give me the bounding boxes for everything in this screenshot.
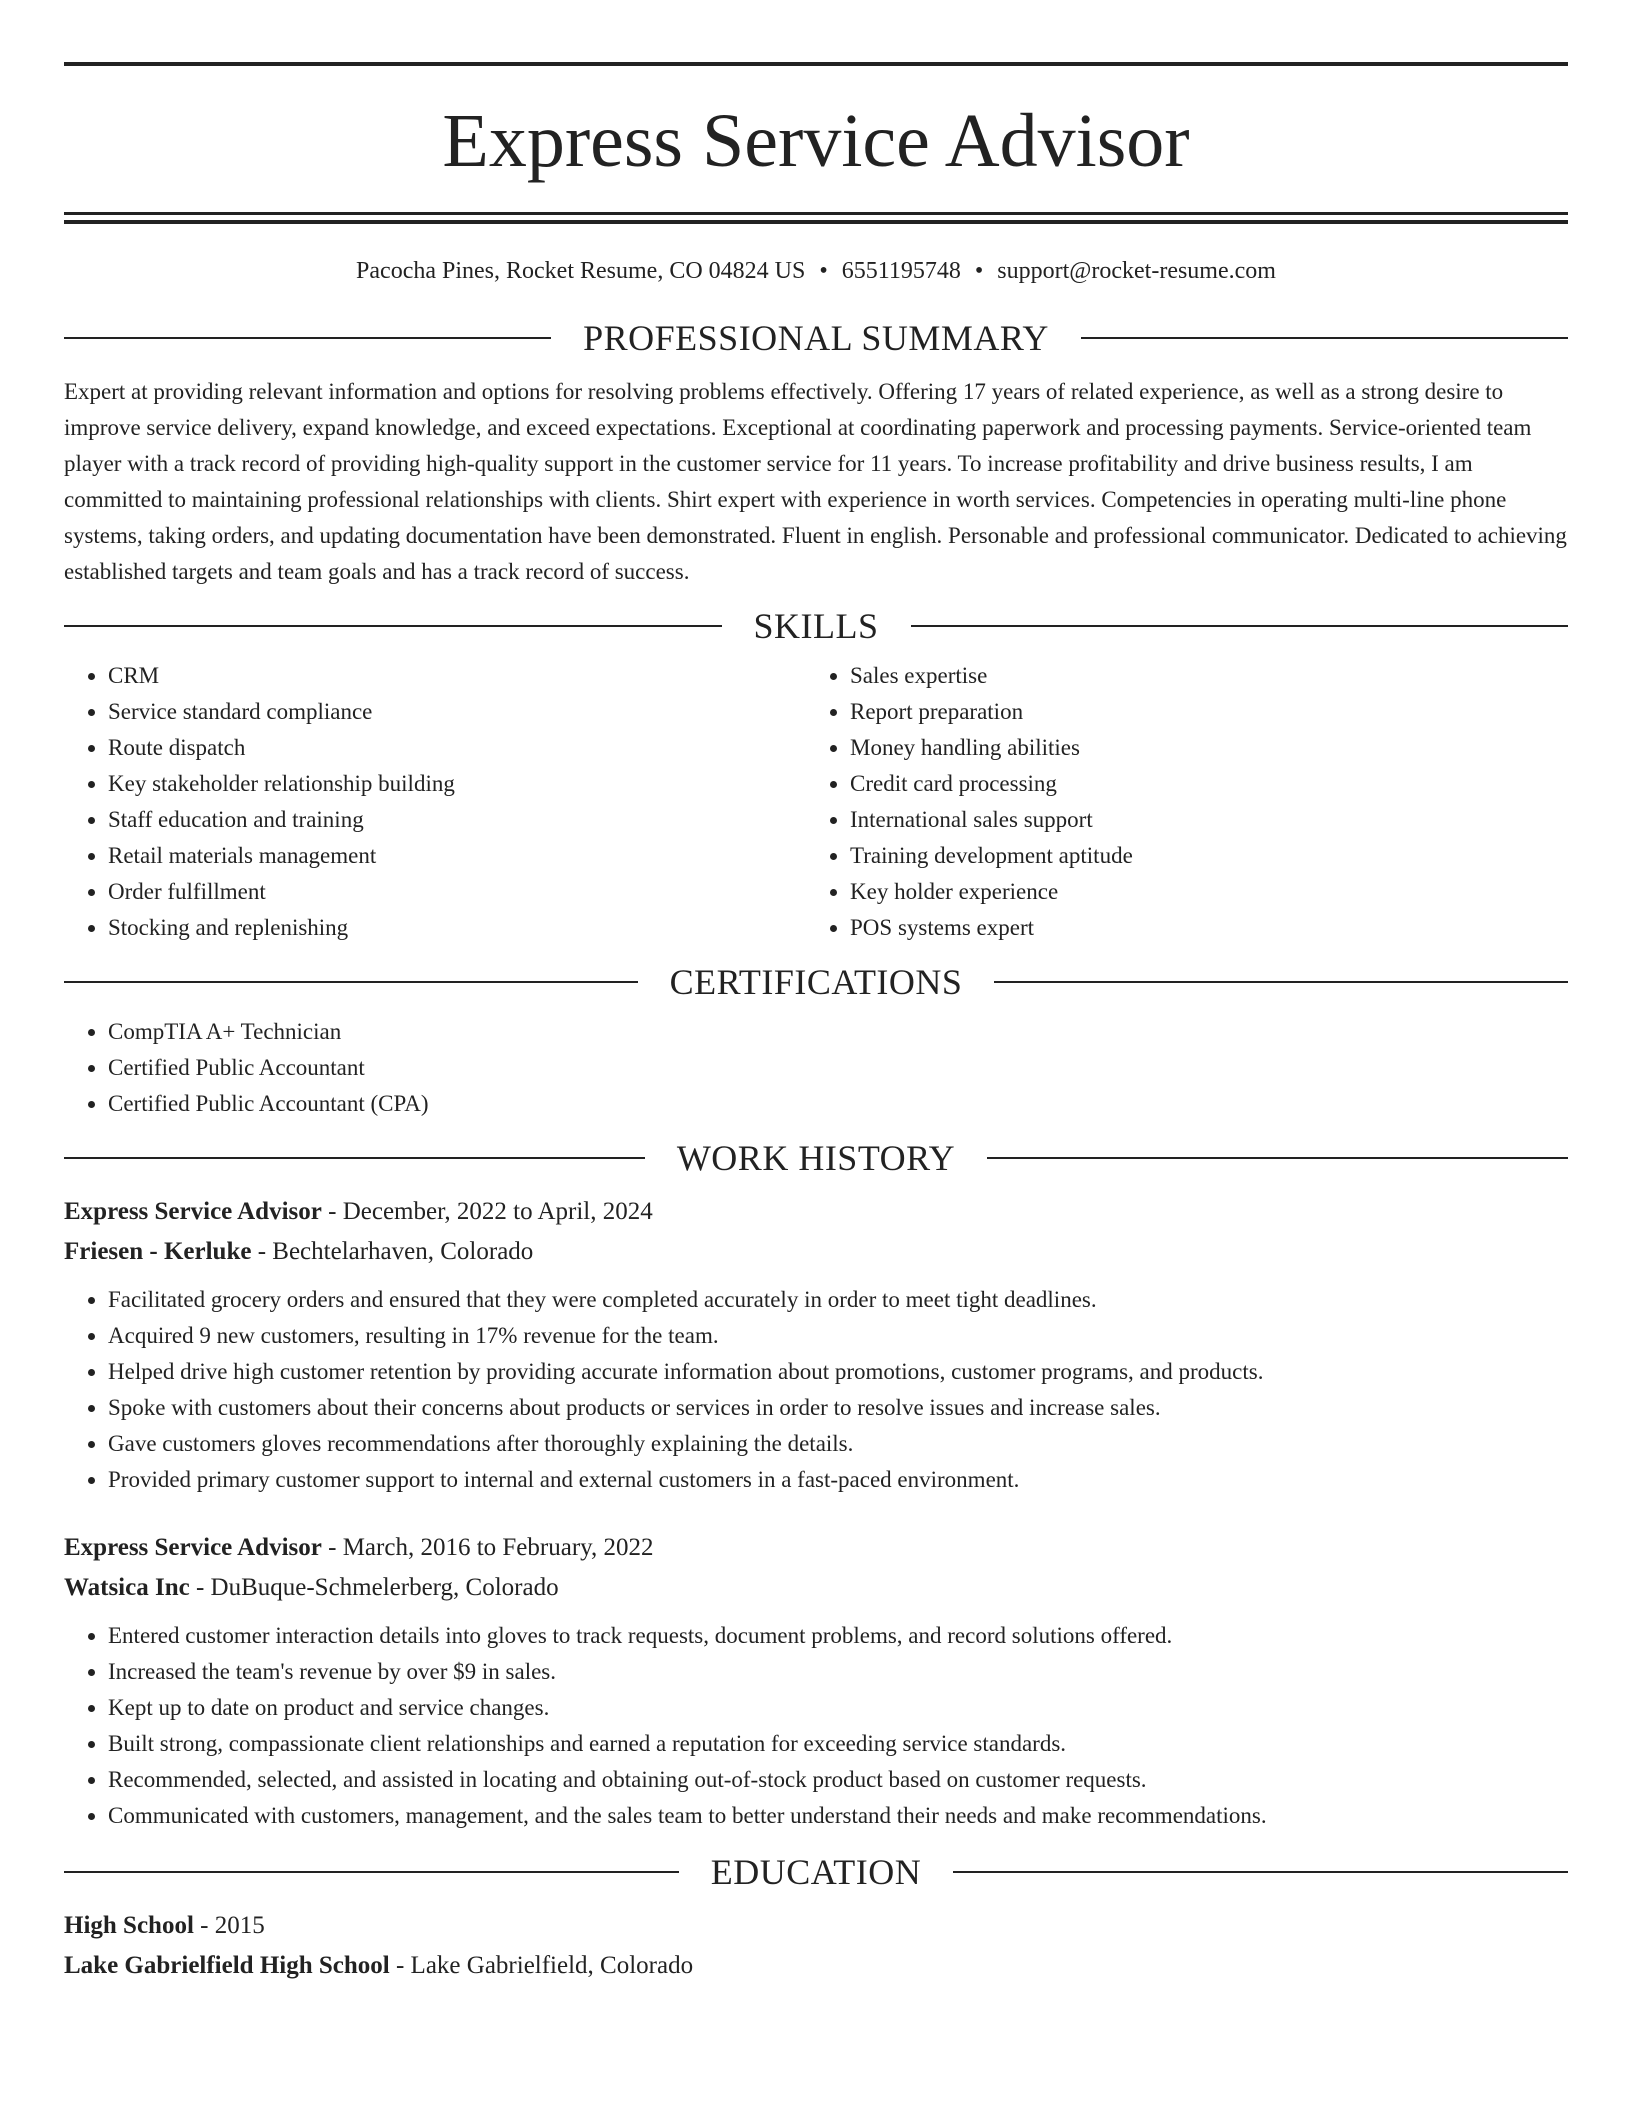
certifications-list — [64, 1014, 1568, 1122]
job-dates: - December, 2022 to April, 2024 — [321, 1198, 653, 1225]
work-section-heading — [64, 1134, 1568, 1182]
certifications-section-heading — [64, 958, 1568, 1006]
job-bullet: • Increased the team's revenue by over $9 in sales. — [108, 1654, 1568, 1690]
skills-right-column — [806, 658, 1548, 946]
job-bullet: • Gave customers gloves recommendations after thoroughly explaining the details. — [108, 1426, 1568, 1462]
skill-item: • Stocking and replenishing — [108, 910, 806, 946]
heading-rule-left — [64, 337, 551, 339]
education-school: Lake Gabrielfield High School — [64, 1952, 390, 1979]
job-bullet: • Acquired 9 new customers, resulting in 17% revenue for the team. — [108, 1318, 1568, 1354]
heading-rule-left — [64, 981, 638, 983]
contact-phone: 6551195748 — [841, 258, 961, 284]
job-location: - Bechtelarhaven, Colorado — [251, 1238, 534, 1265]
skills-left-column — [64, 658, 806, 946]
education-degree-line — [64, 1906, 1568, 1946]
job-bullet: • Facilitated grocery orders and ensured that they were completed accurately in order to meet tight deadlines. — [108, 1282, 1568, 1318]
job-entry — [64, 1192, 1568, 1498]
skills-left-list — [64, 658, 806, 946]
summary-heading: PROFESSIONAL SUMMARY — [583, 318, 1049, 358]
candidate-name: Express Service Advisor — [442, 99, 1190, 183]
skill-item: • Order fulfillment — [108, 874, 806, 910]
certifications-heading: CERTIFICATIONS — [669, 962, 963, 1002]
education-section-heading — [64, 1848, 1568, 1896]
education-location: - Lake Gabrielfield, Colorado — [389, 1952, 694, 1979]
certification-item: • CompTIA A+ Technician — [108, 1014, 1568, 1050]
job-bullets — [64, 1618, 1568, 1834]
heading-rule-right — [994, 981, 1568, 983]
skill-item: • Training development aptitude — [850, 838, 1548, 874]
job-bullet: • Helped drive high customer retention by providing accurate information about promotions, customer programs, and products. — [108, 1354, 1568, 1390]
skill-item: • Route dispatch — [108, 730, 806, 766]
certification-item: • Certified Public Accountant (CPA) — [108, 1086, 1568, 1122]
skill-item: • Credit card processing — [850, 766, 1548, 802]
job-bullet: • Provided primary customer support to internal and external customers in a fast-paced environment. — [108, 1462, 1568, 1498]
skills-grid — [64, 658, 1568, 946]
skills-right-list — [806, 658, 1548, 946]
job-bullet: • Kept up to date on product and service changes. — [108, 1690, 1568, 1726]
heading-rule-left — [64, 1157, 645, 1159]
job-bullet: • Entered customer interaction details into gloves to track requests, document problems, and record solutions offered. — [108, 1618, 1568, 1654]
resume-page — [64, 62, 1568, 1986]
job-title-line — [64, 1528, 1568, 1568]
summary-text: Expert at providing relevant information and options for resolving problems effectively. Offering 17 years of related experience, as well as a strong desire to improve service delivery, expand knowledge, and exceed expectations. Exceptional at coordinating paperwork and processing payments. Service-oriented team player with a track record of providing high-quality support in the customer service for 11 years. To increase profitability and drive business results, I am committed to maintaining professional relationships with clients. Shirt expert with experience in worth services. Competencies in operating multi-line phone systems, taking orders, and updating documentation have been demonstrated. Fluent in english. Personable and professional communicator. Dedicated to achieving established targets and team goals and has a track record of success. — [64, 379, 1567, 584]
job-bullet: • Communicated with customers, management, and the sales team to better understand their needs and make recommendations. — [108, 1798, 1568, 1834]
skill-item: • Sales expertise — [850, 658, 1548, 694]
heading-rule-right — [953, 1871, 1568, 1873]
heading-rule-right — [1081, 337, 1568, 339]
skill-item: • Service standard compliance — [108, 694, 806, 730]
job-company-line — [64, 1568, 1568, 1608]
skill-item: • Retail materials management — [108, 838, 806, 874]
skill-item: • Report preparation — [850, 694, 1548, 730]
contact-line — [64, 256, 1568, 286]
job-title: Express Service Advisor — [64, 1198, 322, 1225]
job-company: Watsica Inc — [64, 1574, 190, 1601]
education-school-line — [64, 1946, 1568, 1986]
top-rule — [64, 62, 1568, 66]
job-company-line — [64, 1232, 1568, 1272]
certification-item: • Certified Public Accountant — [108, 1050, 1568, 1086]
skill-item: • POS systems expert — [850, 910, 1548, 946]
job-title: Express Service Advisor — [64, 1534, 322, 1561]
job-dates: - March, 2016 to February, 2022 — [321, 1534, 654, 1561]
work-heading: WORK HISTORY — [676, 1138, 956, 1178]
skill-item: • International sales support — [850, 802, 1548, 838]
education-entry — [64, 1906, 1568, 1986]
job-bullet: • Recommended, selected, and assisted in locating and obtaining out-of-stock product based on customer requests. — [108, 1762, 1568, 1798]
summary-section-heading — [64, 314, 1568, 362]
heading-rule-left — [64, 1871, 679, 1873]
contact-address: Pacocha Pines, Rocket Resume, CO 04824 US — [356, 258, 806, 284]
job-company: Friesen - Kerluke — [64, 1238, 252, 1265]
contact-separator: • — [974, 258, 984, 284]
contact-separator: • — [819, 258, 828, 284]
job-bullets — [64, 1282, 1568, 1498]
education-degree: High School — [64, 1912, 194, 1939]
heading-rule-left — [64, 625, 722, 627]
skill-item: • Money handling abilities — [850, 730, 1548, 766]
name-double-rule — [64, 212, 1568, 224]
job-location: - DuBuque-Schmelerberg, Colorado — [189, 1574, 559, 1601]
heading-rule-right — [911, 625, 1569, 627]
skills-heading: SKILLS — [753, 606, 879, 646]
job-bullet: • Spoke with customers about their concerns about products or services in order to resolve issues and increase sales. — [108, 1390, 1568, 1426]
skill-item: • Key holder experience — [850, 874, 1548, 910]
skills-section-heading — [64, 602, 1568, 650]
heading-rule-right — [987, 1157, 1568, 1159]
contact-email: support@rocket-resume.com — [997, 258, 1276, 284]
skill-item: • Staff education and training — [108, 802, 806, 838]
education-year: - 2015 — [193, 1912, 265, 1939]
skill-item: • Key stakeholder relationship building — [108, 766, 806, 802]
skill-item: • CRM — [108, 658, 806, 694]
education-heading: EDUCATION — [710, 1852, 922, 1892]
job-bullet: • Built strong, compassionate client relationships and earned a reputation for exceeding service standards. — [108, 1726, 1568, 1762]
job-title-line — [64, 1192, 1568, 1232]
job-entry — [64, 1528, 1568, 1834]
